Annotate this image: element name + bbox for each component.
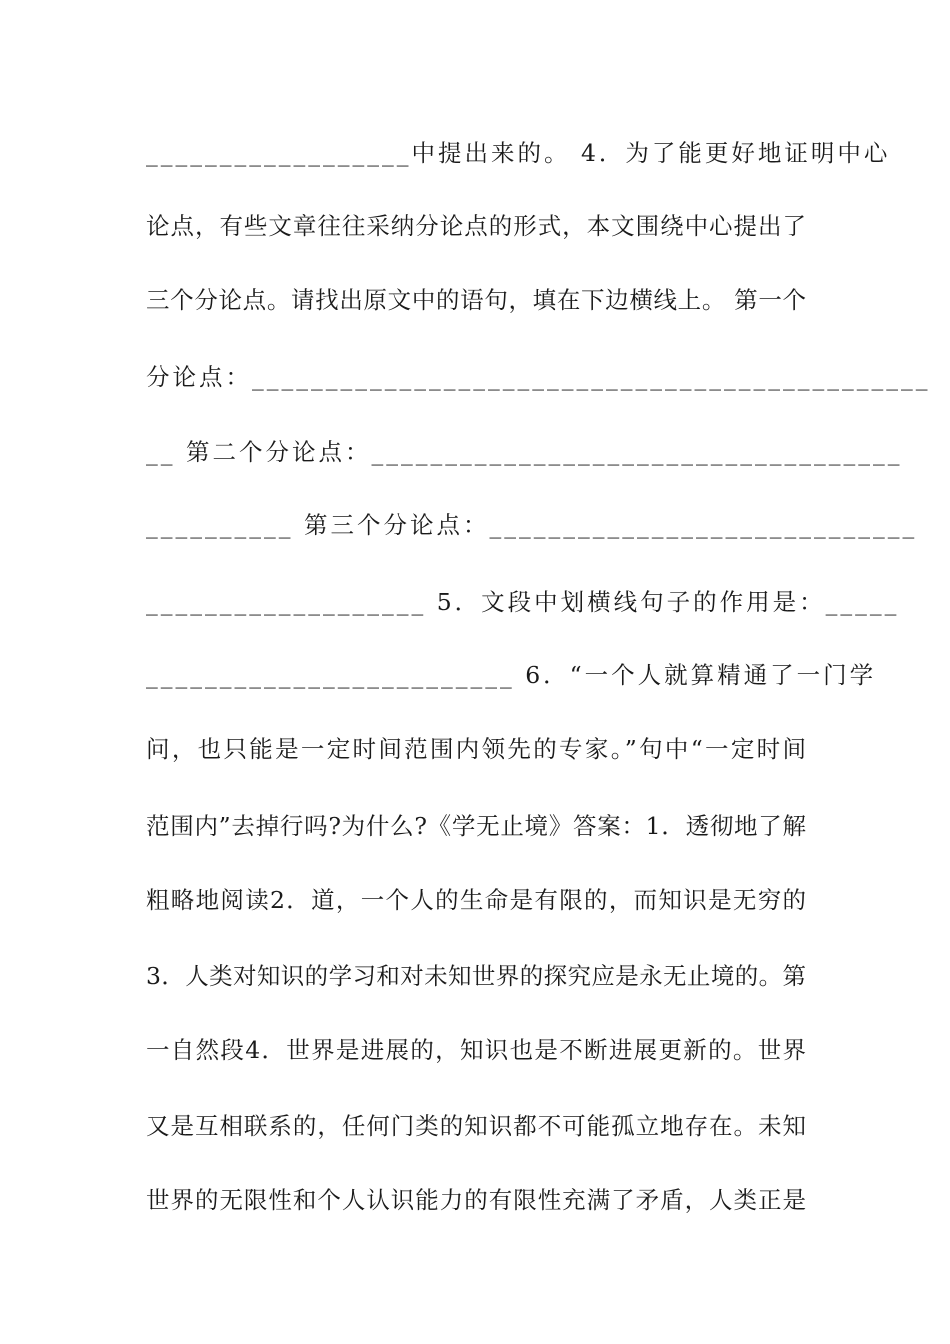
line-text: __ 第二个分论点：	[146, 438, 372, 466]
text-line-10: 范围内”去掉行吗?为什么?《学无止境》答案：1．透彻地了解	[146, 812, 806, 840]
line-text: 5．文段中划横线句子的作用是：_____	[426, 588, 900, 616]
text-line-5	[146, 432, 903, 472]
fill-blank[interactable]: ____________________________________	[371, 438, 903, 466]
fill-blank[interactable]: _________________________	[146, 661, 515, 689]
fill-blank[interactable]: _____________________________	[489, 511, 918, 539]
text-line-6	[146, 505, 918, 545]
line-text: __________ 第三个分论点：	[146, 511, 490, 539]
text-line-13: 一自然段4．世界是进展的，知识也是不断进展更新的。世界	[146, 1036, 806, 1064]
text-line-11: 粗略地阅读2．道，一个人的生命是有限的，而知识是无穷的	[146, 886, 806, 914]
text-line-7	[146, 582, 900, 622]
text-line-1	[146, 133, 891, 173]
line-text: 中提出来的。 4．为了能更好地证明中心	[411, 139, 891, 167]
text-line-12: 3．人类对知识的学习和对未知世界的探究应是永无止境的。第	[146, 962, 806, 990]
text-line-9: 问，也只能是一定时间范围内领先的专家。”句中“一定时间	[146, 735, 806, 763]
fill-blank[interactable]: ______________________________________________	[252, 363, 931, 391]
line-text: 分论点：	[146, 363, 252, 391]
line-text: 6．“一个人就算精通了一门学	[514, 661, 877, 689]
text-line-15: 世界的无限性和个人认识能力的有限性充满了矛盾，人类正是	[146, 1186, 806, 1214]
fill-blank[interactable]: __________________	[146, 139, 412, 167]
text-line-2: 论点，有些文章往往采纳分论点的形式，本文围绕中心提出了	[146, 212, 806, 240]
fill-blank[interactable]: ___________________	[146, 588, 427, 616]
text-line-4	[146, 357, 931, 397]
text-line-8	[146, 655, 877, 695]
text-line-3: 三个分论点。请找出原文中的语句，填在下边横线上。 第一个	[146, 286, 806, 314]
text-line-14: 又是互相联系的，任何门类的知识都不可能孤立地存在。未知	[146, 1112, 806, 1140]
